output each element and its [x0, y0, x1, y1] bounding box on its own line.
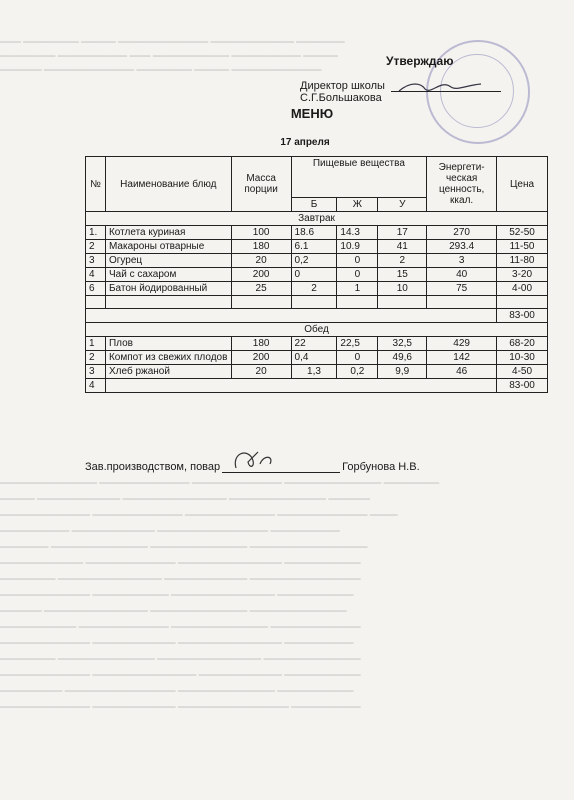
row-fat: 0: [337, 254, 378, 268]
table-header-row: [86, 157, 548, 198]
row-dish: Хлеб ржаной: [105, 365, 231, 379]
header-dish-name: Наименование блюд: [105, 157, 231, 212]
row-price: 11-80: [497, 254, 548, 268]
row-price: 4-50: [497, 365, 548, 379]
row-dish: Огурец: [105, 254, 231, 268]
row-carbs: 10: [378, 282, 427, 296]
row-mass: 200: [231, 268, 291, 282]
row-protein: 18.6: [291, 226, 337, 240]
row-price: 4-00: [497, 282, 548, 296]
row-price: 68-20: [497, 337, 548, 351]
row-protein: 0: [291, 268, 337, 282]
row-protein: 0,4: [291, 351, 337, 365]
row-fat: 0,2: [337, 365, 378, 379]
lunch-total-row: [86, 379, 548, 393]
row-energy: 142: [427, 351, 497, 365]
row-num: 2: [86, 240, 106, 254]
bleed-through-texture-lower: ▔▔▔▔▔▔▔▔▔▔▔▔▔▔ ▔▔▔▔▔▔▔▔▔▔▔▔▔ ▔▔▔▔▔▔▔▔▔▔▔▔▔ ▔▔▔▔▔▔▔▔▔▔▔▔▔▔ ▔▔▔▔▔▔▔▔ ▔▔▔▔▔ ▔▔▔▔▔▔▔▔▔▔▔▔ ▔▔▔▔▔▔▔▔▔▔▔▔▔▔▔ ▔▔▔▔▔▔▔▔▔▔▔▔▔▔ ▔▔▔▔▔▔ ▔▔▔▔▔▔▔▔▔▔▔▔▔ ▔▔▔▔▔▔▔▔▔▔▔▔▔ ▔▔▔▔▔▔▔▔▔▔▔▔▔ ▔▔▔▔▔▔▔▔▔▔▔▔▔ ▔▔▔▔ ▔▔▔▔▔▔▔▔▔▔ ▔▔▔▔▔▔▔▔▔▔▔▔ ▔▔▔▔▔▔▔▔▔▔▔▔▔▔▔▔ ▔▔▔▔▔▔▔▔▔▔ ▔▔▔▔▔▔▔ ▔▔▔▔▔▔▔▔▔▔▔▔▔▔ ▔▔▔▔▔▔▔▔▔▔▔▔▔▔ ▔▔▔▔▔▔▔▔▔▔▔▔▔▔▔▔▔ ▔▔▔▔▔▔▔▔▔▔▔▔ ▔▔▔▔▔▔▔▔▔▔▔▔▔ ▔▔▔▔▔▔▔▔▔▔▔▔▔▔▔ ▔▔▔▔▔▔▔▔▔▔▔ ▔▔▔▔▔▔▔▔ ▔▔▔▔▔▔▔▔▔▔▔▔▔▔▔ ▔▔▔▔▔▔▔▔▔▔▔▔ ▔▔▔▔▔▔▔▔▔▔▔▔▔▔▔▔ ▔▔▔▔▔▔▔▔▔▔▔▔▔ ▔▔▔▔▔▔▔▔▔▔▔ ▔▔▔▔▔▔▔▔▔▔▔▔▔▔▔ ▔▔▔▔▔▔▔▔▔▔▔ ▔▔▔▔▔▔ ▔▔▔▔▔▔▔▔▔▔▔▔▔▔▔ ▔▔▔▔▔▔▔▔▔▔▔▔▔▔ ▔▔▔▔▔▔▔▔▔▔▔▔▔▔ ▔▔▔▔▔▔▔▔▔▔▔ ▔▔▔▔▔▔▔▔▔▔▔▔▔ ▔▔▔▔▔▔▔▔▔▔▔▔▔▔ ▔▔▔▔▔▔▔▔▔▔▔▔▔ ▔▔▔▔▔▔▔▔▔▔▔▔▔ ▔▔▔▔▔▔▔▔▔▔▔▔ ▔▔▔▔▔▔▔▔▔▔▔▔▔▔▔ ▔▔▔▔▔▔▔▔▔▔ ▔▔▔▔▔▔▔▔ ▔▔▔▔▔▔▔▔▔▔▔▔▔▔ ▔▔▔▔▔▔▔▔▔▔▔▔▔▔▔ ▔▔▔▔▔▔▔▔▔▔▔▔▔▔ ▔▔▔▔▔▔▔▔▔▔▔▔▔ ▔▔▔▔▔▔▔▔▔▔▔▔▔▔▔ ▔▔▔▔▔▔▔▔▔▔▔▔ ▔▔▔▔▔▔▔▔▔▔▔ ▔▔▔▔▔▔▔▔▔ ▔▔▔▔▔▔▔▔▔▔▔▔▔▔▔▔ ▔▔▔▔▔▔▔▔▔▔▔▔▔▔ ▔▔▔▔▔▔▔▔▔▔▔ ▔▔▔▔▔▔▔▔▔▔▔▔▔ ▔▔▔▔▔▔▔▔▔▔▔▔ ▔▔▔▔▔▔▔▔▔▔▔▔▔▔▔▔ ▔▔▔▔▔▔▔▔▔▔: [0, 483, 440, 717]
director-label: Директор школы: [300, 80, 385, 92]
row-carbs: 2: [378, 254, 427, 268]
table-row: [86, 337, 548, 351]
header-carbs: У: [378, 198, 427, 212]
row-protein: 1,3: [291, 365, 337, 379]
row-mass: 100: [231, 226, 291, 240]
header-protein: Б: [291, 198, 337, 212]
breakfast-total-row: [86, 309, 548, 323]
row-carbs: 41: [378, 240, 427, 254]
footer-signature: [85, 461, 420, 473]
table-row-empty: [86, 296, 548, 309]
table-row: [86, 254, 548, 268]
row-fat: 0: [337, 351, 378, 365]
row-fat: 10.9: [337, 240, 378, 254]
row-energy: 429: [427, 337, 497, 351]
menu-date: 17 апреля: [280, 137, 330, 148]
row-fat: 0: [337, 268, 378, 282]
row-carbs: 32,5: [378, 337, 427, 351]
row-dish: Компот из свежих плодов: [105, 351, 231, 365]
bleed-through-texture: ▔▔▔ ▔▔▔▔▔▔▔▔ ▔▔▔▔▔ ▔▔▔▔▔▔▔▔▔▔▔▔▔ ▔▔▔▔▔▔▔▔▔▔▔▔ ▔▔▔▔▔▔▔ ▔▔▔▔▔▔▔▔ ▔▔▔▔▔▔▔▔▔▔ ▔▔▔ ▔▔▔▔▔▔▔▔▔▔▔ ▔▔▔▔▔▔▔▔▔▔ ▔▔▔▔▔ ▔▔▔▔▔▔ ▔▔▔▔▔▔▔▔▔▔▔▔▔ ▔▔▔▔▔▔▔▔ ▔▔▔▔▔ ▔▔▔▔▔▔▔▔▔▔▔▔▔: [0, 42, 345, 80]
section-breakfast: Завтрак: [86, 212, 548, 226]
row-num: 3: [86, 365, 106, 379]
approval-heading: Утверждаю: [386, 54, 454, 68]
table-row: [86, 365, 548, 379]
row-protein: 6.1: [291, 240, 337, 254]
section-lunch: Обед: [86, 323, 548, 337]
header-price: Цена: [497, 157, 548, 212]
menu-table: [85, 156, 548, 393]
row-fat: 1: [337, 282, 378, 296]
row-protein: 0,2: [291, 254, 337, 268]
director-signature-line: [391, 81, 501, 92]
row-dish: Котлета куриная: [105, 226, 231, 240]
row-num: 1: [86, 337, 106, 351]
row-num: 6: [86, 282, 106, 296]
row-energy: 40: [427, 268, 497, 282]
row-fat: 22,5: [337, 337, 378, 351]
table-row: [86, 282, 548, 296]
table-row: [86, 240, 548, 254]
row-mass: 200: [231, 351, 291, 365]
row-energy: 270: [427, 226, 497, 240]
table-row: [86, 351, 548, 365]
row-carbs: 49,6: [378, 351, 427, 365]
header-num: №: [86, 157, 106, 212]
row-dish: Макароны отварные: [105, 240, 231, 254]
row-carbs: 15: [378, 268, 427, 282]
row-energy: 75: [427, 282, 497, 296]
director-name: С.Г.Большакова: [300, 92, 382, 104]
row-energy: 3: [427, 254, 497, 268]
table-row: [86, 268, 548, 282]
row-protein: 2: [291, 282, 337, 296]
row-mass: 20: [231, 254, 291, 268]
row-fat: 14.3: [337, 226, 378, 240]
row-num: 2: [86, 351, 106, 365]
row-mass: 180: [231, 240, 291, 254]
row-num: 4: [86, 268, 106, 282]
row-price: 52-50: [497, 226, 548, 240]
row-mass: 20: [231, 365, 291, 379]
row-price: 3-20: [497, 268, 548, 282]
header-energy: Энергети-ческая ценность, ккал.: [427, 157, 497, 212]
page-title: МЕНЮ: [290, 106, 334, 121]
row-energy: 293.4: [427, 240, 497, 254]
header-mass: Масса порции: [231, 157, 291, 212]
table-row: [86, 226, 548, 240]
row-price: 10-30: [497, 351, 548, 365]
row-mass: 180: [231, 337, 291, 351]
row-num: 1.: [86, 226, 106, 240]
row-price: 11-50: [497, 240, 548, 254]
row-dish: Батон йодированный: [105, 282, 231, 296]
row-protein: 22: [291, 337, 337, 351]
row-dish: Чай с сахаром: [105, 268, 231, 282]
header-fat: Ж: [337, 198, 378, 212]
row-carbs: 9,9: [378, 365, 427, 379]
footer-name: Горбунова Н.В.: [342, 461, 420, 473]
row-energy: 46: [427, 365, 497, 379]
header-nutrients: Пищевые вещества: [291, 157, 427, 198]
lunch-total: 83-00: [497, 379, 548, 393]
cook-signature-line: [222, 462, 340, 473]
lunch-total-num: 4: [86, 379, 106, 393]
director-line: [300, 80, 574, 104]
row-dish: Плов: [105, 337, 231, 351]
footer-role: Зав.производством, повар: [85, 461, 221, 473]
breakfast-total: 83-00: [497, 309, 548, 323]
row-mass: 25: [231, 282, 291, 296]
row-num: 3: [86, 254, 106, 268]
row-carbs: 17: [378, 226, 427, 240]
